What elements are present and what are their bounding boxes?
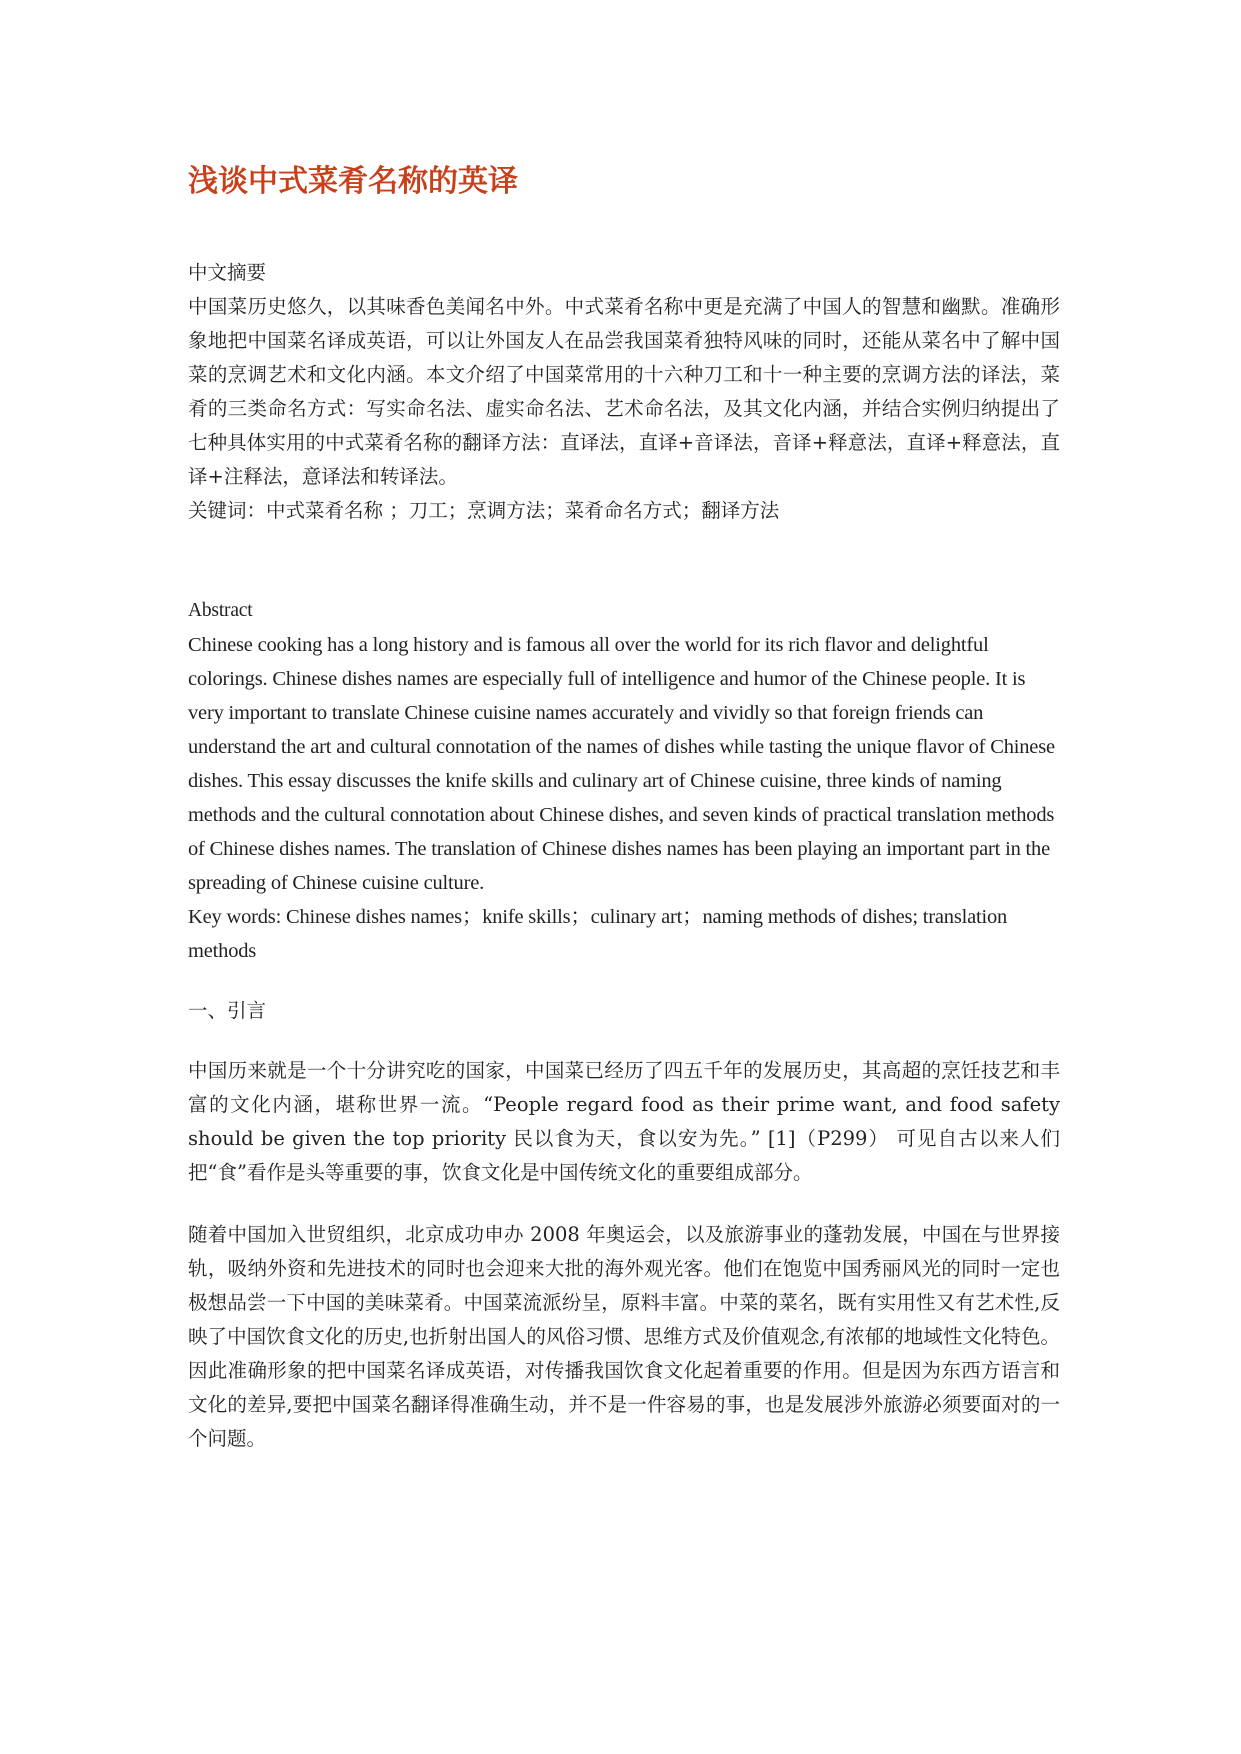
section-paragraph-1: 中国历来就是一个十分讲究吃的国家，中国菜已经历了四五千年的发展历史，其高超的烹饪技艺和丰富的文化内涵，堪称世界一流。“People regard food as their prime want, and food safety should be given the top priority 民以食为天，食以安为先。” [1]（P299） 可见自古以来人们把“食”看作是头等重要的事，饮食文化是中国传统文化的重要组成部分。 bbox=[188, 1059, 1060, 1184]
english-abstract-body: Chinese cooking has a long history and is famous all over the world for its rich flavor and delightful colorings. Chinese dishes names are especially full of intelligence and humor of the Chinese people. It is very important to translate Chinese cuisine names accurately and vividly so that foreign friends can understand the art and cultural connotation of the names of dishes while tasting the unique flavor of Chinese dishes. This essay discusses the knife skills and culinary art of Chinese cuisine, three kinds of naming methods and the cultural connotation about Chinese dishes, and seven kinds of practical translation methods of Chinese dishes names. The translation of Chinese dishes names has been playing an important part in the spreading of Chinese cuisine culture. bbox=[188, 634, 1055, 894]
chinese-abstract-heading: 中文摘要 bbox=[188, 261, 267, 284]
spacer bbox=[188, 1028, 1060, 1054]
chinese-keywords: 关键词：中式菜肴名称 ；刀工；烹调方法；菜肴命名方式；翻译方法 bbox=[188, 499, 780, 522]
section-paragraph-2: 随着中国加入世贸组织，北京成功申办 2008 年奥运会，以及旅游事业的蓬勃发展，中国在与世界接轨，吸纳外资和先进技术的同时也会迎来大批的海外观光客。他们在饱览中国秀丽风光的同时一定也极想品尝一下中国的美味菜肴。中国菜流派纷呈，原料丰富。中菜的菜名，既有实用性又有艺术性,反映了中国饮食文化的历史,也折射出国人的风俗习惯、思维方式及价值观念,有浓郁的地域性文化特色。因此准确形象的把中国菜名译成英语，对传播我国饮食文化起着重要的作用。但是因为东西方语言和文化的差异,要把中国菜名翻译得准确生动，并不是一件容易的事，也是发展涉外旅游必须要面对的一个问题。 bbox=[188, 1223, 1060, 1450]
document-page bbox=[188, 160, 1060, 1456]
english-keywords: Key words: Chinese dishes names；knife skills；culinary art；naming methods of dishes; translation methods bbox=[188, 906, 1008, 962]
spacer bbox=[188, 528, 1060, 594]
spacer bbox=[188, 968, 1060, 994]
spacer bbox=[188, 1190, 1060, 1218]
document-title: 浅谈中式菜肴名称的英译 bbox=[188, 164, 518, 199]
english-abstract-heading: Abstract bbox=[188, 600, 253, 621]
chinese-abstract-body: 中国菜历史悠久，以其味香色美闻名中外。中式菜肴名称中更是充满了中国人的智慧和幽默。准确形象地把中国菜名译成英语，可以让外国友人在品尝我国菜肴独特风味的同时，还能从菜名中了解中国菜的烹调艺术和文化内涵。本文介绍了中国菜常用的十六种刀工和十一种主要的烹调方法的译法，菜肴的三类命名方式：写实命名法、虚实命名法、艺术命名法，及其文化内涵，并结合实例归纳提出了七种具体实用的中式菜肴名称的翻译方法：直译法，直译+音译法，音译+释意法，直译+释意法，直译+注释法，意译法和转译法。 bbox=[188, 295, 1060, 488]
section-heading: 一、引言 bbox=[188, 999, 267, 1022]
